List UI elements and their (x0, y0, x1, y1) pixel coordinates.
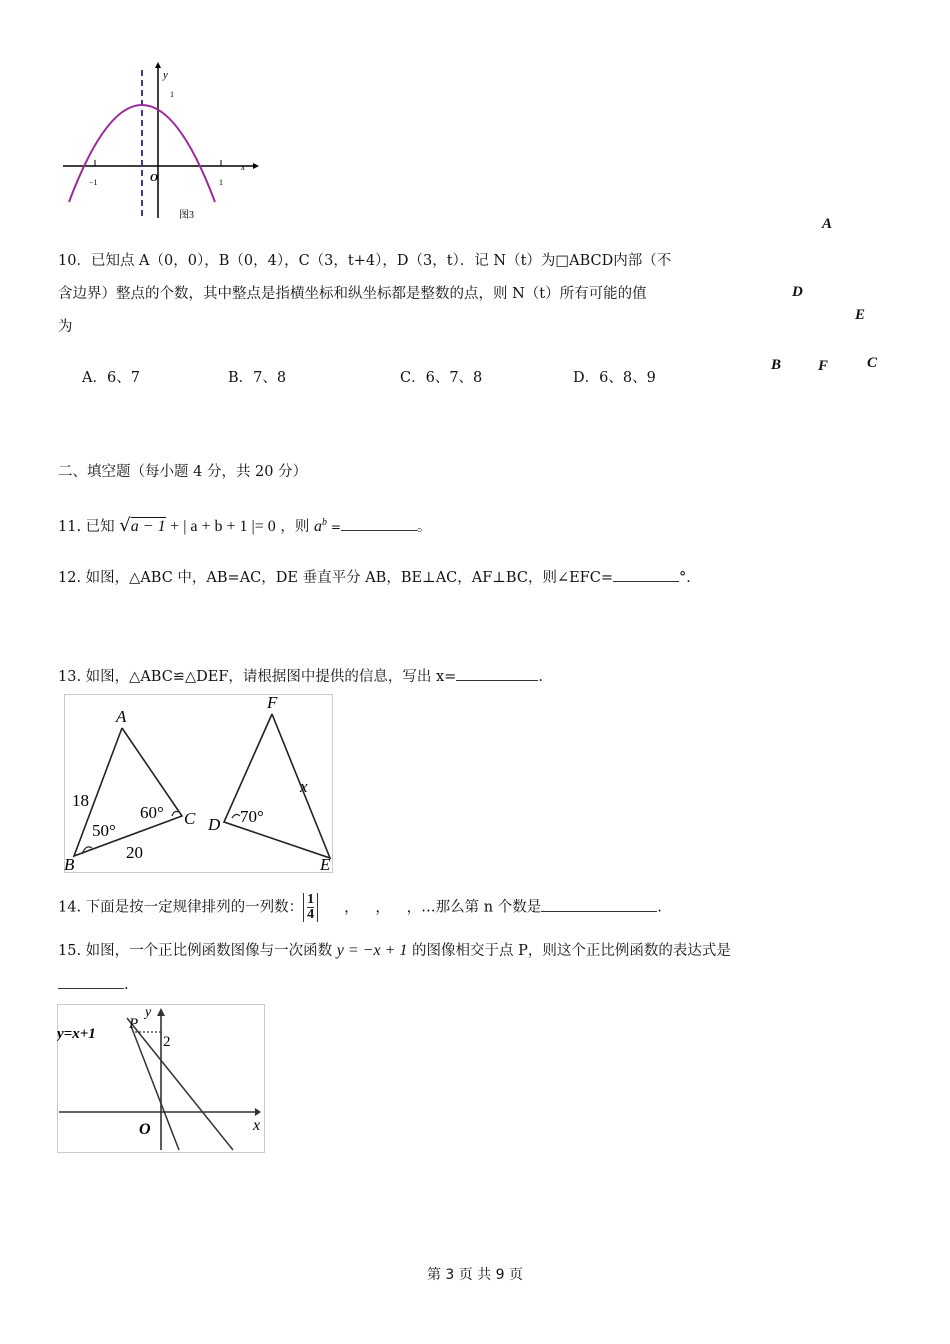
q12 (58, 567, 701, 589)
figure-13-triangles (64, 694, 334, 874)
q14 (58, 893, 662, 922)
angle-c: 60° (140, 803, 164, 822)
q13-text: 13. 如图，△ABC≌△DEF，请根据图中提供的信息，写出 x= (58, 669, 457, 685)
label-c: C (184, 809, 196, 828)
q11-radicand: a − 1 (130, 517, 166, 535)
tick-2-label: 2 (163, 1034, 171, 1050)
y-tick-1: 1 (170, 90, 174, 99)
q14-sep-3: ， (406, 899, 422, 916)
q14-answer-blank[interactable] (541, 897, 657, 912)
figure-caption: 图3 (179, 210, 194, 221)
side-label-e: E (855, 307, 866, 323)
q12-end: °． (679, 570, 701, 586)
side-label-c: C (867, 355, 878, 371)
q15-end: . (124, 977, 129, 993)
label-f: F (267, 694, 278, 712)
q15-line1 (58, 940, 731, 962)
point-p-label: P (129, 1016, 139, 1032)
q11-end: 。 (416, 518, 432, 535)
angle-d: 70° (240, 807, 264, 826)
side-label-a: A (822, 216, 833, 232)
y-axis-label: y (145, 1005, 152, 1020)
q10-line1: 10．已知点 A（0，0），B（0，4），C（3，t+4），D（3，t）．记 N（t）为□ABCD内部（不 (58, 253, 672, 269)
q12-answer-blank[interactable] (613, 567, 679, 582)
q11 (58, 512, 431, 538)
line-label: y=x+1 (57, 1026, 96, 1042)
q15-answer-blank[interactable] (58, 974, 124, 989)
side-fe-x: x (300, 777, 308, 796)
x-axis-label: x (253, 1117, 261, 1134)
q10-option-d: D．6、8、9 (573, 370, 656, 386)
q11-mid: ，则 (280, 518, 310, 535)
q11-expression: + | a + b + 1 |= 0 (170, 517, 276, 535)
triangle-abc (74, 728, 182, 856)
y-axis-label: y (163, 69, 168, 81)
label-e: E (320, 855, 331, 874)
q10-line2: 含边界）整点的个数，其中整点是指横坐标和纵坐标都是整数的点，则 N（t）所有可能的值 (58, 286, 647, 302)
label-d: D (208, 815, 221, 834)
q11-answer-blank[interactable] (341, 516, 417, 531)
figure-15-graph (57, 1004, 267, 1154)
angle-b: 50° (92, 821, 116, 840)
q15-function: y = −x + 1 (336, 942, 408, 959)
q13-end: . (538, 669, 543, 685)
q14-sep-2: ， (375, 899, 383, 916)
q14-end: . (657, 899, 662, 916)
q12-text: 12. 如图，△ABC 中，AB=AC，DE 垂直平分 AB，BE⊥AC，AF⊥BC，则∠EFC= (58, 570, 613, 586)
q11-exponent: b (322, 517, 327, 528)
x-axis-arrow (253, 163, 259, 169)
q10-option-c: C．6、7、8 (400, 370, 483, 386)
q10-option-a: A．6、7 (82, 370, 140, 386)
q11-prefix: 11. 已知 (58, 518, 115, 535)
side-label-b: B (771, 357, 782, 373)
label-a: A (116, 707, 127, 726)
origin-label: O (150, 172, 158, 184)
q11-sqrt-sign: √ (119, 514, 131, 536)
q14-tail: …那么第 n 个数是 (421, 899, 542, 916)
x-axis-label: x (241, 162, 245, 172)
side-label-d: D (792, 284, 803, 300)
q14-sep-1: ， (344, 899, 352, 916)
q11-base: a (314, 517, 322, 535)
q15-text-b: 的图像相交于点 P，则这个正比例函数的表达式是 (411, 943, 731, 959)
page-footer: 第 3 页 共 9 页 (426, 1267, 524, 1283)
q10-line3: 为 (58, 319, 73, 335)
q11-eq: = (327, 519, 341, 534)
q14-text: 14. 下面是按一定规律排列的一列数： (58, 899, 304, 916)
figure-3-parabola (55, 60, 265, 230)
x-tick-neg1: −1 (89, 178, 98, 187)
section-2-title: 二、填空题（每小题 4 分，共 20 分） (58, 464, 308, 480)
origin-label: O (139, 1121, 151, 1138)
label-b: B (64, 855, 75, 874)
side-label-f: F (818, 358, 829, 374)
q13-answer-blank[interactable] (456, 666, 538, 681)
q13 (58, 666, 543, 688)
q15-text-a: 15. 如图，一个正比例函数图像与一次函数 (58, 943, 333, 959)
x-tick-1: 1 (219, 178, 223, 187)
y-axis-arrow (155, 62, 161, 68)
q15-line2 (58, 974, 129, 996)
side-bc-length: 20 (126, 843, 143, 862)
q10-option-b: B．7、8 (228, 370, 287, 386)
triangle-def (224, 714, 330, 858)
q14-first-term-fraction: $\frac{1}{4}$ (303, 893, 318, 922)
side-ab-length: 18 (72, 791, 89, 810)
